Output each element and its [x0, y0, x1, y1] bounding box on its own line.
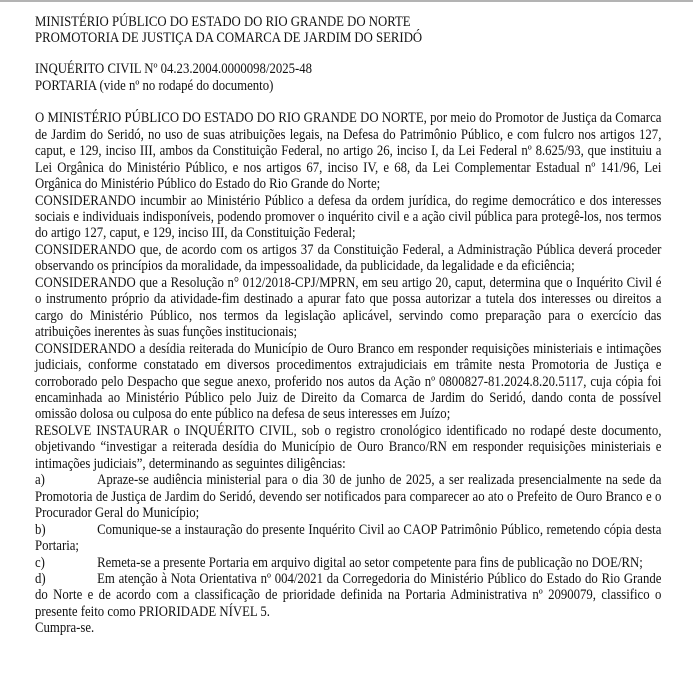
preamble-paragraph: O MINISTÉRIO PÚBLICO DO ESTADO DO RIO GRANDE DO NORTE, por meio do Promotor de Justiça da Comarca de Jardim do Seridó, no uso de suas atribuições legais, na Defesa do Patrimônio Público, e com fulcro nos artigos 127, caput, e 129, inciso III, ambos da Constituição Federal, no artigo 26, inciso I, da Lei Federal nº 8.625/93, que instituiu a Lei Orgânica do Ministério Público, e nos artigos 67, inciso IV, e 68, da Lei Complementar Estadual nº 141/96, Lei Orgânica do Ministério Público do Estado do Rio Grande do Norte;: [35, 110, 662, 193]
considerando-paragraph: CONSIDERANDO incumbir ao Ministério Público a defesa da ordem jurídica, do regime democrático e dos interesses sociais e individuais indisponíveis, podendo promover o inquérito civil e a ação civil pública para protegê-los, nos termos do artigo 127, caput, e 129, inciso III, da Constituição Federal;: [35, 192, 662, 242]
diligencia-item: [35, 555, 661, 571]
diligencia-text: Remeta-se a presente Portaria em arquivo digital ao setor competente para fins de publicação no DOE/RN;: [97, 554, 643, 571]
diligencia-label: a): [35, 472, 45, 489]
page-top-border: [0, 0, 693, 2]
diligencia-label: d): [35, 571, 46, 587]
diligencia-item: [35, 522, 661, 555]
diligencia-text: Apraze-se audiência ministerial para o dia 30 de junho de 2025, a ser realizada presencialmente na sede da Promotoria de Justiça de Jardim do Seridó, devendo ser notificados para comparecer ao ato o Prefeito de Ouro Branco e o Procurador Geral do Município;: [35, 472, 662, 522]
considerando-paragraph: CONSIDERANDO que a Resolução n° 012/2018-CPJ/MPRN, em seu artigo 20, caput, determina que o Inquérito Civil é o instrumento próprio da atividade-fim destinado a apurar fato que possa autorizar a tutela dos interesses ou direitos a cargo do Ministério Público, nos termos da legislação aplicável, servindo como preparação para o exercício das atribuições inerentes às suas funções institucionais;: [35, 274, 662, 341]
document-page: [35, 14, 661, 637]
document-reference: [35, 61, 661, 94]
header-institution: MINISTÉRIO PÚBLICO DO ESTADO DO RIO GRANDE DO NORTE: [35, 14, 411, 30]
document-header: [35, 14, 661, 47]
inquerito-number: INQUÉRITO CIVIL Nº 04.23.2004.0000098/2025-48: [35, 61, 313, 78]
resolve-paragraph: RESOLVE INSTAURAR o INQUÉRITO CIVIL, sob o registro cronológico identificado no rodapé deste documento, objetivando “investigar a reiterada desídia do Município de Ouro Branco/RN em responder requisições ministeriais e intimações judiciais”, determinando as seguintes diligências:: [35, 422, 662, 472]
diligencia-text: Comunique-se a instauração do presente Inquérito Civil ao CAOP Patrimônio Público, remetendo cópia desta Portaria;: [35, 521, 662, 555]
diligencia-label: b): [35, 521, 46, 538]
document-body: [35, 110, 661, 637]
diligencia-text: Em atenção à Nota Orientativa nº 004/2021 da Corregedoria do Ministério Público do Estado do Rio Grande do Norte e de acordo com a classificação de prioridade definida na Portaria Administrativa nº 2090079, classifico o presente feito como PRIORIDADE NÍVEL 5.: [35, 571, 662, 620]
diligencia-item: [35, 472, 661, 521]
portaria-label: PORTARIA (vide nº no rodapé do documento): [35, 77, 274, 94]
considerando-paragraph: CONSIDERANDO que, de acordo com os artigos 37 da Constituição Federal, a Administração Pública deverá proceder observando os princípios da moralidade, da impessoalidade, da publicidade, da legalidade e da eficiência;: [35, 241, 662, 275]
diligencia-label: c): [35, 554, 45, 571]
header-promotoria: PROMOTORIA DE JUSTIÇA DA COMARCA DE JARDIM DO SERIDÓ: [35, 30, 423, 47]
diligencia-item: [35, 571, 661, 620]
considerando-paragraph: CONSIDERANDO a desídia reiterada do Município de Ouro Branco em responder requisições ministeriais e intimações judiciais, conforme constatado em diversos procedimentos extrajudiciais em trâmite nesta Promotoria de Justiça e corroborado pelo Despacho que segue anexo, proferido nos autos da Ação nº 0800827-81.2024.8.20.5117, cuja cópia foi encaminhada ao Ministério Público pelo Juiz de Direito da Comarca de Jardim do Seridó, dando conta de possível omissão dolosa ou culposa do ente público na defesa de seus interesses em Juízo;: [35, 340, 662, 423]
closing-text: Cumpra-se.: [35, 620, 95, 637]
